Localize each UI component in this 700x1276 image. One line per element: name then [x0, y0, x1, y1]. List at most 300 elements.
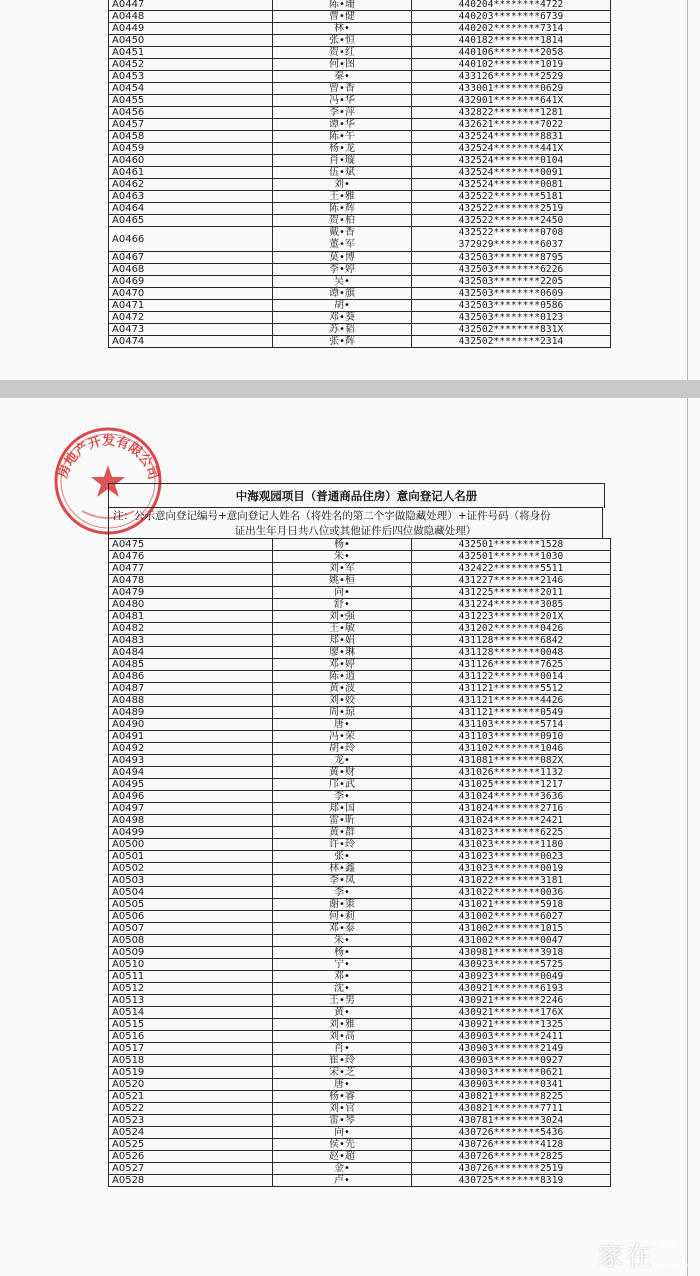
registration-code-text: A0513 — [112, 995, 145, 1006]
id-number-text: 431025********1217 — [458, 779, 564, 790]
registration-code-text: A0502 — [112, 863, 145, 874]
registration-code-text: A0462 — [112, 179, 145, 190]
table-row — [109, 1091, 611, 1103]
id-number-cell — [412, 83, 611, 95]
table-row — [109, 227, 611, 252]
registration-code-cell — [109, 143, 273, 155]
registration-code-cell — [109, 1067, 273, 1079]
id-number-cell — [412, 611, 611, 623]
registration-code-cell — [109, 71, 273, 83]
registration-code-text: A0448 — [112, 11, 145, 22]
registration-code-cell — [109, 191, 273, 203]
id-number-cell — [412, 227, 611, 252]
id-number-text: 431224********3085 — [458, 599, 564, 610]
id-number-cell — [412, 107, 611, 119]
registrant-name-text: 赵•超 — [329, 1151, 355, 1162]
table-row — [109, 695, 611, 707]
registration-code-text: A0480 — [112, 599, 145, 610]
registration-code-text: A0478 — [112, 575, 145, 586]
registration-code-cell — [109, 227, 273, 252]
id-number-cell — [412, 1103, 611, 1115]
registrant-name-text: 廖•琳 — [329, 647, 355, 658]
registration-code-cell — [109, 1103, 273, 1115]
id-number-text: 431103********0910 — [458, 731, 564, 742]
registration-code-text: A0461 — [112, 167, 145, 178]
table-row — [109, 312, 611, 324]
registrant-name-text: 刘•军 — [329, 563, 355, 574]
registrant-name-cell — [273, 1043, 412, 1055]
registration-code-cell — [109, 923, 273, 935]
list-note — [108, 507, 603, 538]
registrant-name-text: 邓•葵 — [329, 312, 355, 323]
id-number-cell — [412, 276, 611, 288]
registration-code-cell — [109, 252, 273, 264]
registrant-name-cell — [273, 791, 412, 803]
registrant-name-text: 伍•斌 — [329, 167, 355, 178]
registration-code-cell — [109, 755, 273, 767]
registration-code-text: A0456 — [112, 107, 145, 118]
registrant-name-cell — [273, 59, 412, 71]
table-row — [109, 1139, 611, 1151]
id-number-cell — [412, 827, 611, 839]
registrant-name-text: 唐• — [334, 719, 350, 730]
registration-code-text: A0464 — [112, 203, 145, 214]
registrant-name-text: 何•图 — [329, 59, 355, 70]
registration-code-text: A0489 — [112, 707, 145, 718]
registrant-name-text: 胡•玲 — [329, 743, 355, 754]
registration-code-cell — [109, 1175, 273, 1187]
table-row — [109, 935, 611, 947]
registrant-name-cell — [273, 563, 412, 575]
id-number-cell — [412, 635, 611, 647]
registration-code-text: A0519 — [112, 1067, 145, 1078]
registrant-name-cell — [273, 83, 412, 95]
registrant-name-cell — [273, 1127, 412, 1139]
registration-code-cell — [109, 935, 273, 947]
registrant-name-text: 陈•珊 — [329, 0, 355, 10]
registrant-name-cell — [273, 23, 412, 35]
registration-code-cell — [109, 683, 273, 695]
id-number-cell — [412, 839, 611, 851]
registration-code-text: A0521 — [112, 1091, 145, 1102]
registrant-name-cell — [273, 107, 412, 119]
registrant-name-text: 邝•武 — [329, 779, 355, 790]
table-row — [109, 71, 611, 83]
registrant-name-cell — [273, 815, 412, 827]
registration-code-cell — [109, 671, 273, 683]
registrant-name-cell — [273, 0, 412, 11]
registrant-name-cell — [273, 779, 412, 791]
id-number-text: 430903********2149 — [458, 1043, 564, 1054]
registration-code-cell — [109, 875, 273, 887]
id-number-cell — [412, 899, 611, 911]
table-row — [109, 731, 611, 743]
registration-code-cell — [109, 264, 273, 276]
id-number-text: 431021********5918 — [458, 899, 564, 910]
id-number-text: 432503********2205 — [458, 276, 564, 287]
registrant-name-text: 谭•旗 — [329, 288, 355, 299]
registrant-name-cell — [273, 719, 412, 731]
registrant-name-text: 何•莉 — [329, 911, 355, 922]
registrant-name-text-2: 董•军 — [329, 239, 355, 250]
id-number-cell — [412, 71, 611, 83]
table-row — [109, 563, 611, 575]
id-number-text: 430903********2411 — [458, 1031, 564, 1042]
registration-code-cell — [109, 83, 273, 95]
table-row — [109, 863, 611, 875]
registration-code-cell — [109, 539, 273, 551]
id-number-cell — [412, 659, 611, 671]
table-row — [109, 1151, 611, 1163]
registration-code-text: A0501 — [112, 851, 145, 862]
registration-code-text: A0504 — [112, 887, 145, 898]
registration-code-text: A0496 — [112, 791, 145, 802]
registrant-name-text: 朱• — [334, 551, 350, 562]
registrant-name-cell — [273, 875, 412, 887]
registration-code-cell — [109, 11, 273, 23]
table-row — [109, 635, 611, 647]
registrant-name-text: 李• — [334, 791, 350, 802]
registrant-name-cell — [273, 47, 412, 59]
id-number-cell — [412, 707, 611, 719]
registrant-name-cell — [273, 1163, 412, 1175]
registrant-name-cell — [273, 1151, 412, 1163]
registrant-name-cell — [273, 1079, 412, 1091]
id-number-cell — [412, 947, 611, 959]
registrant-name-text: 曾•香 — [329, 83, 355, 94]
registration-code-cell — [109, 911, 273, 923]
id-number-cell — [412, 695, 611, 707]
registrant-name-text: 许•玲 — [329, 839, 355, 850]
registrant-name-cell — [273, 683, 412, 695]
id-number-text: 431121********4426 — [458, 695, 564, 706]
id-number-cell — [412, 95, 611, 107]
registrant-name-text: 宁• — [334, 959, 350, 970]
note-line-2: 证出生年月日共八位或其他证件后四位做隐藏处理） — [234, 525, 477, 537]
table-row — [109, 947, 611, 959]
registrant-name-cell — [273, 935, 412, 947]
registration-code-text: A0475 — [112, 539, 145, 550]
registrant-name-text: 周•琼 — [329, 707, 355, 718]
table-row — [109, 755, 611, 767]
table-row — [109, 623, 611, 635]
registrant-name-text: 陈•午 — [329, 131, 355, 142]
registrant-name-cell — [273, 1103, 412, 1115]
registrant-name-cell — [273, 203, 412, 215]
registrant-name-text: 郑•国 — [329, 803, 355, 814]
id-number-text: 431102********1046 — [458, 743, 564, 754]
watermark-url: bbs.szhome.com — [640, 1262, 691, 1269]
registrant-name-text: 沈• — [334, 983, 350, 994]
registration-code-cell — [109, 947, 273, 959]
registration-code-text: A0476 — [112, 551, 145, 562]
table-row — [109, 1055, 611, 1067]
registrant-name-text: 向• — [334, 587, 350, 598]
id-number-text: 432503********0123 — [458, 312, 564, 323]
id-number-text: 440203********6739 — [458, 11, 564, 22]
registrant-name-cell — [273, 131, 412, 143]
note-line-1: 注：公示意向登记编号+意向登记人姓名（将姓名的第二个字做隐藏处理）+证件号码（将身份 — [113, 510, 551, 522]
registrant-name-cell — [273, 155, 412, 167]
id-number-cell — [412, 539, 611, 551]
registration-code-cell — [109, 731, 273, 743]
registrant-name-cell — [273, 1055, 412, 1067]
id-number-text: 432524********0104 — [458, 155, 564, 166]
table-row — [109, 83, 611, 95]
id-number-cell — [412, 983, 611, 995]
table-row — [109, 336, 611, 348]
registration-code-text: A0505 — [112, 899, 145, 910]
id-number-cell — [412, 779, 611, 791]
registrant-name-cell — [273, 611, 412, 623]
id-number-text: 431026********1132 — [458, 767, 564, 778]
id-number-cell — [412, 1151, 611, 1163]
registrant-name-cell — [273, 35, 412, 47]
table-row — [109, 803, 611, 815]
registrant-name-text: 崔•玲 — [329, 1055, 355, 1066]
table-row — [109, 191, 611, 203]
registration-code-cell — [109, 276, 273, 288]
registrant-name-cell — [273, 276, 412, 288]
table-row — [109, 1031, 611, 1043]
id-number-cell — [412, 155, 611, 167]
registrant-name-text: 侯•先 — [329, 1139, 355, 1150]
registrant-name-text: 刘•姣 — [329, 695, 355, 706]
registrant-name-text: 邓•泰 — [329, 923, 355, 934]
id-number-text: 430981********3918 — [458, 947, 564, 958]
registrant-name-text: 金• — [334, 1163, 350, 1174]
registrant-name-text: 刘•高 — [329, 1031, 355, 1042]
table-row — [109, 47, 611, 59]
table-row — [109, 167, 611, 179]
page-edge-shadow — [687, 0, 688, 380]
registrant-name-cell — [273, 923, 412, 935]
id-number-cell — [412, 312, 611, 324]
registration-code-text: A0510 — [112, 959, 145, 970]
registrant-name-cell — [273, 95, 412, 107]
registrant-name-cell — [273, 743, 412, 755]
registration-code-cell — [109, 743, 273, 755]
registrant-name-cell — [273, 11, 412, 23]
registration-code-text: A0460 — [112, 155, 145, 166]
id-number-text: 430726********5436 — [458, 1127, 564, 1138]
table-row — [109, 143, 611, 155]
registrant-name-cell — [273, 1091, 412, 1103]
registrant-name-cell — [273, 971, 412, 983]
registrant-table-page-2 — [108, 538, 611, 1187]
id-number-cell — [412, 300, 611, 312]
registration-code-text: A0520 — [112, 1079, 145, 1090]
registrant-name-text: 林•鑫 — [329, 863, 355, 874]
id-number-text: 432524********8831 — [458, 131, 564, 142]
table-row — [109, 911, 611, 923]
registrant-name-text: 吴• — [334, 276, 350, 287]
registrant-name-cell — [273, 1175, 412, 1187]
registration-code-cell — [109, 1163, 273, 1175]
registration-code-text: A0490 — [112, 719, 145, 730]
registration-code-text: A0465 — [112, 215, 145, 226]
table-row — [109, 324, 611, 336]
id-number-cell — [412, 563, 611, 575]
id-number-cell — [412, 587, 611, 599]
id-number-text: 431202********0426 — [458, 623, 564, 634]
id-number-text: 431081********082X — [458, 755, 564, 766]
registrant-name-cell — [273, 803, 412, 815]
table-row — [109, 155, 611, 167]
id-number-cell — [412, 575, 611, 587]
registration-code-cell — [109, 215, 273, 227]
registrant-name-cell — [273, 119, 412, 131]
registrant-name-cell — [273, 851, 412, 863]
id-number-cell — [412, 1031, 611, 1043]
registrant-name-text: 王•男 — [329, 995, 355, 1006]
registration-code-cell — [109, 167, 273, 179]
id-number-cell — [412, 815, 611, 827]
id-number-text: 433126********2529 — [458, 71, 564, 82]
id-number-cell — [412, 875, 611, 887]
registration-code-text: A0512 — [112, 983, 145, 994]
table-row — [109, 839, 611, 851]
table-row — [109, 23, 611, 35]
id-number-text: 430726********4128 — [458, 1139, 564, 1150]
id-number-cell — [412, 887, 611, 899]
registrant-name-text: 苏•韬 — [329, 324, 355, 335]
id-number-cell — [412, 911, 611, 923]
registration-code-cell — [109, 95, 273, 107]
id-number-text: 430923********5725 — [458, 959, 564, 970]
registrant-name-cell — [273, 1031, 412, 1043]
registrant-name-text: 唐• — [334, 1079, 350, 1090]
registration-code-text: A0484 — [112, 647, 145, 658]
id-number-text: 430903********0341 — [458, 1079, 564, 1090]
id-number-text: 432502********831X — [458, 324, 564, 335]
table-row — [109, 1163, 611, 1175]
id-number-cell — [412, 1115, 611, 1127]
registrant-name-text: 陈•逍 — [329, 671, 355, 682]
id-number-text: 430821********8225 — [458, 1091, 564, 1102]
registration-code-text: A0506 — [112, 911, 145, 922]
registrant-name-text: 李•萍 — [329, 107, 355, 118]
registrant-name-text: 陈•辉 — [329, 203, 355, 214]
registrant-name-cell — [273, 167, 412, 179]
table-row — [109, 791, 611, 803]
id-number-cell — [412, 791, 611, 803]
registration-code-cell — [109, 971, 273, 983]
registration-code-cell — [109, 719, 273, 731]
table-row — [109, 767, 611, 779]
id-number-text: 430821********7711 — [458, 1103, 564, 1114]
registrant-name-text: 宋•芝 — [329, 1067, 355, 1078]
id-number-cell — [412, 131, 611, 143]
registration-code-text: A0466 — [112, 233, 145, 245]
id-number-text: 431022********0036 — [458, 887, 564, 898]
id-number-cell — [412, 683, 611, 695]
registration-code-cell — [109, 300, 273, 312]
table-row — [109, 575, 611, 587]
id-number-text: 432522********2450 — [458, 215, 564, 226]
registrant-name-text: 朱• — [334, 935, 350, 946]
table-row — [109, 300, 611, 312]
table-row — [109, 1043, 611, 1055]
registrant-name-cell — [273, 143, 412, 155]
seal-text: 房地产开发有限公司 — [55, 433, 161, 482]
registration-code-text: A0447 — [112, 0, 145, 10]
registration-code-text: A0471 — [112, 300, 145, 311]
table-row — [109, 707, 611, 719]
registrant-name-text: 刘•雅 — [329, 1019, 355, 1030]
registrant-name-cell — [273, 827, 412, 839]
id-number-cell — [412, 971, 611, 983]
registration-code-text: A0458 — [112, 131, 145, 142]
registrant-name-cell — [273, 1139, 412, 1151]
id-number-text: 431223********201X — [458, 611, 564, 622]
registration-code-text: A0499 — [112, 827, 145, 838]
id-number-text: 440204********4722 — [458, 0, 564, 10]
registration-code-text: A0451 — [112, 47, 145, 58]
registrant-name-text: 李•婷 — [329, 264, 355, 275]
registration-code-cell — [109, 995, 273, 1007]
id-number-cell — [412, 755, 611, 767]
table-row — [109, 683, 611, 695]
registrant-name-cell — [273, 911, 412, 923]
table-row — [109, 671, 611, 683]
registrant-name-text: 秦• — [334, 71, 350, 82]
id-number-text: 430726********2825 — [458, 1151, 564, 1162]
id-number-cell — [412, 959, 611, 971]
registrant-name-cell — [273, 767, 412, 779]
registrant-name-cell — [273, 755, 412, 767]
registration-code-text: A0524 — [112, 1127, 145, 1138]
id-number-cell — [412, 0, 611, 11]
registration-code-text: A0483 — [112, 635, 145, 646]
id-number-text: 431023********1180 — [458, 839, 564, 850]
id-number-cell — [412, 288, 611, 300]
table-row — [109, 539, 611, 551]
id-number-text: 432503********0586 — [458, 300, 564, 311]
registrant-name-cell — [273, 191, 412, 203]
registration-code-text: A0481 — [112, 611, 145, 622]
registration-code-cell — [109, 312, 273, 324]
registrant-name-cell — [273, 635, 412, 647]
registrant-name-text: 姚•桓 — [329, 575, 355, 586]
registration-code-text: A0525 — [112, 1139, 145, 1150]
table-row — [109, 611, 611, 623]
registrant-name-text: 邓• — [334, 971, 350, 982]
registration-code-cell — [109, 611, 273, 623]
registration-code-cell — [109, 863, 273, 875]
registrant-name-text: 杨• — [334, 539, 350, 550]
registration-code-cell — [109, 1055, 273, 1067]
registration-code-cell — [109, 155, 273, 167]
registration-code-text: A0488 — [112, 695, 145, 706]
id-number-cell — [412, 143, 611, 155]
registration-code-cell — [109, 35, 273, 47]
id-number-cell — [412, 179, 611, 191]
registration-code-text: A0479 — [112, 587, 145, 598]
table-row — [109, 131, 611, 143]
id-number-text: 431128********6842 — [458, 635, 564, 646]
registrant-name-cell — [273, 671, 412, 683]
registrant-name-cell — [273, 983, 412, 995]
table-row — [109, 647, 611, 659]
id-number-text: 431225********2011 — [458, 587, 564, 598]
table-row — [109, 1067, 611, 1079]
id-number-text: 432522********0708 — [458, 227, 564, 238]
registrant-name-text: 曹•健 — [329, 11, 355, 22]
registration-code-cell — [109, 695, 273, 707]
registrant-name-cell — [273, 312, 412, 324]
registrant-name-text: 李•凤 — [329, 875, 355, 886]
